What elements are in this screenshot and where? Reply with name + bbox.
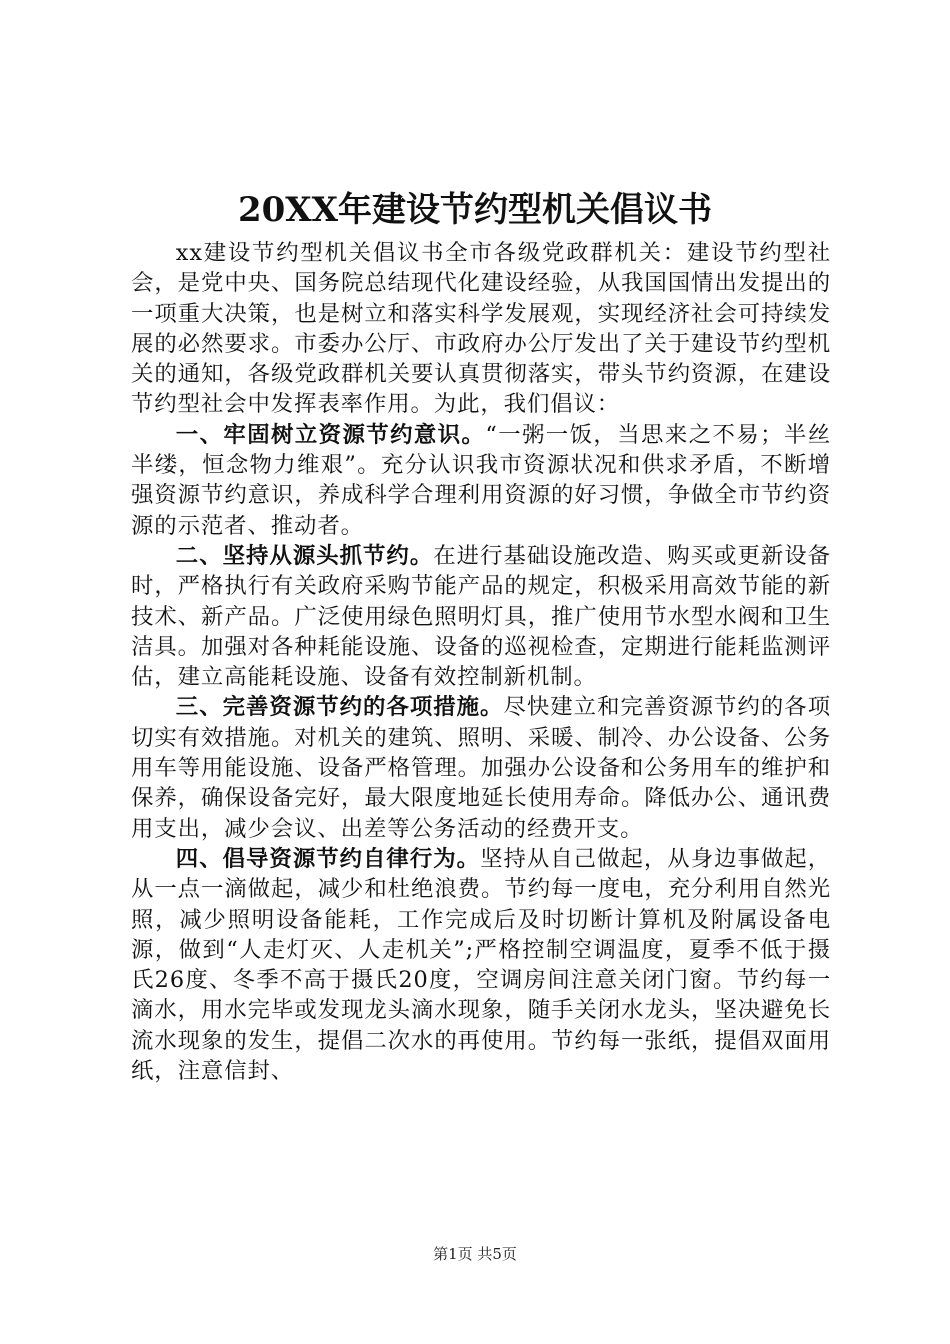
paragraph-text: xx建设节约型机关倡议书全市各级党政群机关：建设节约型社会，是党中央、国务院总结现代化建设经验，从我国国情出发提出的一项重大决策，也是树立和落实科学发展观，实现经济社会可持续发展的必然要求。市委办公厅、市政府办公厅发出了关于建设节约型机关的通知，各级党政群机关要认真贯彻落实，带头节约资源，在建设节约型社会中发挥表率作用。为此，我们倡议： [131, 240, 831, 418]
paragraph-intro [131, 238, 831, 420]
paragraph-section-2 [131, 541, 831, 692]
paragraph-text: 在进行基础设施改造、购买或更新设备时，严格执行有关政府采购节能产品的规定，积极采用高效节能的新技术、新产品。广泛使用绿色照明灯具，推广使用节水型水阀和卫生洁具。加强对各种耗能设施、设备的巡视检查，定期进行能耗监测评估，建立高能耗设施、设备有效控制新机制。 [131, 542, 831, 691]
paragraph-lead: 四、倡导资源节约自律行为。 [175, 845, 481, 872]
paragraph-lead: 三、完善资源节约的各项措施。 [175, 694, 504, 721]
paragraph-text: 坚持从自己做起，从身边事做起，从一点一滴做起，减少和杜绝浪费。节约每一度电，充分利用自然光照，减少照明设备能耗，工作完成后及时切断计算机及附属设备电源，做到“人走灯灭、人走机关”;严格控制空调温度，夏季不低于摄氏26度、冬季不高于摄氏20度，空调房间注意关闭门窗。节约每一滴水，用水完毕或发现龙头滴水现象，随手关闭水龙头，坚决避免长流水现象的发生，提倡二次水的再使用。节约每一张纸，提倡双面用纸，注意信封、 [131, 845, 832, 1085]
paragraph-lead: 一、牢固树立资源节约意识。 [175, 421, 486, 448]
document-title: 20XX年建设节约型机关倡议书 [237, 190, 713, 230]
paragraph-section-1 [131, 420, 831, 541]
page-footer: 第1页 共5页 [433, 1245, 517, 1263]
paragraph-lead: 二、坚持从源头抓节约。 [175, 542, 434, 569]
document-body [131, 238, 831, 1086]
paragraph-section-4 [131, 844, 831, 1086]
paragraph-text: 尽快建立和完善资源节约的各项切实有效措施。对机关的建筑、照明、采暖、制冷、办公设备、公务用车等用能设施、设备严格管理。加强办公设备和公务用车的维护和保养，确保设备完好，最大限度地延长使用寿命。降低办公、通讯费用支出，减少会议、出差等公务活动的经费开支。 [131, 694, 831, 842]
paragraph-section-3 [131, 692, 831, 843]
paragraph-text: “一粥一饭，当思来之不易；半丝半缕，恒念物力维艰”。充分认识我市资源状况和供求矛盾，不断增强资源节约意识，养成科学合理利用资源的好习惯，争做全市节约资源的示范者、推动者。 [131, 421, 832, 539]
